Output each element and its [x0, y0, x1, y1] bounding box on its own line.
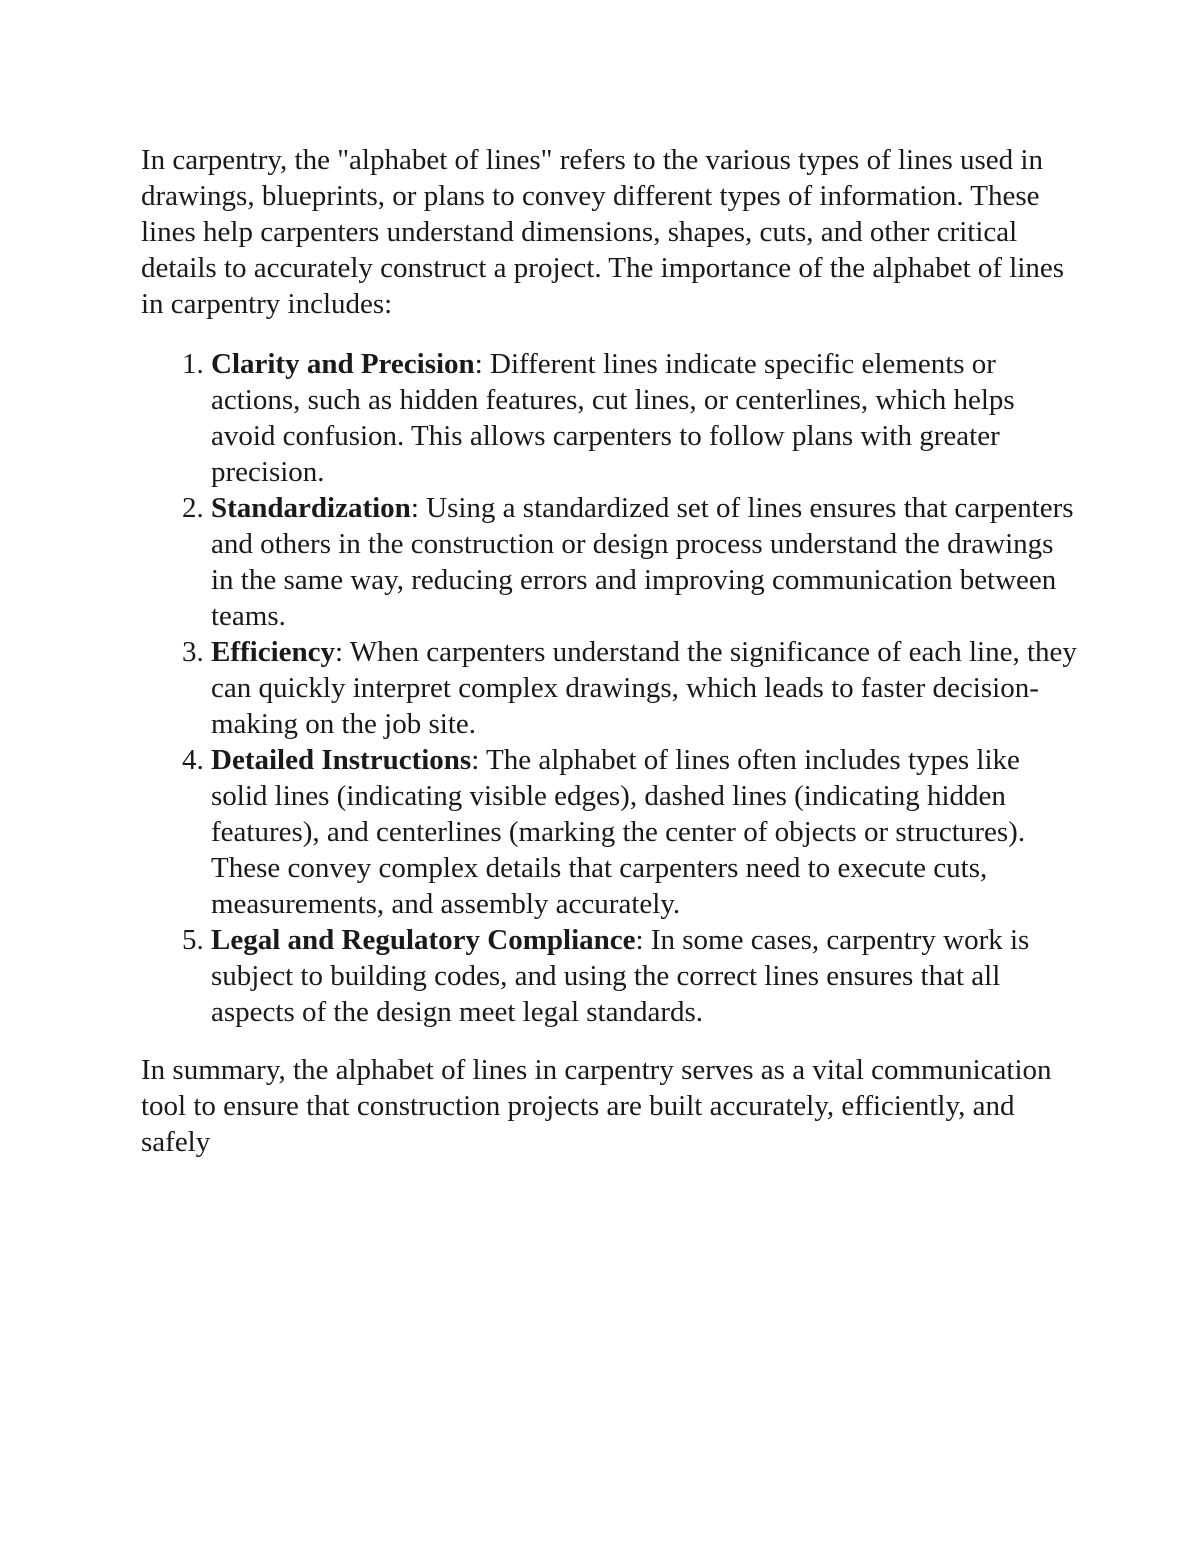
list-item-text: : Using a standardized set of lines ensures that carpenters and others in the construction or design process understand the drawings in the same way, reducing errors and improving communication between teams. [211, 492, 1074, 632]
list-item-term: Legal and Regulatory Compliance [211, 924, 636, 956]
list-item-term: Clarity and Precision [211, 348, 475, 380]
list-item-term: Efficiency [211, 636, 336, 668]
list-item-term: Standardization [211, 492, 411, 524]
importance-list [141, 346, 1081, 1030]
summary-paragraph: In summary, the alphabet of lines in carpentry serves as a vital communication tool to ensure that construction projects are built accurately, efficiently, and safely [141, 1054, 1052, 1158]
list-item-term: Detailed Instructions [211, 744, 472, 776]
list-item [211, 490, 1081, 634]
list-item-text: : Different lines indicate specific elements or actions, such as hidden features, cut lines, or centerlines, which helps avoid confusion. This allows carpenters to follow plans with greater precision. [211, 348, 1015, 488]
list-item-text: : The alphabet of lines often includes types like solid lines (indicating visible edges), dashed lines (indicating hidden features), and centerlines (marking the center of objects or structures). These convey complex details that carpenters need to execute cuts, measurements, and assembly accurately. [211, 744, 1026, 920]
document-body [141, 142, 1081, 1160]
list-item [211, 922, 1081, 1030]
list-item [211, 634, 1081, 742]
list-item-text: : In some cases, carpentry work is subject to building codes, and using the correct lines ensures that all aspects of the design meet legal standards. [211, 924, 1030, 1028]
intro-paragraph: In carpentry, the "alphabet of lines" refers to the various types of lines used in drawings, blueprints, or plans to convey different types of information. These lines help carpenters understand dimensions, shapes, cuts, and other critical details to accurately construct a project. The importance of the alphabet of lines in carpentry includes: [141, 144, 1065, 320]
list-item [211, 742, 1081, 922]
list-item-text: : When carpenters understand the significance of each line, they can quickly interpret complex drawings, which leads to faster decision-making on the job site. [211, 636, 1077, 740]
list-item [211, 346, 1081, 490]
